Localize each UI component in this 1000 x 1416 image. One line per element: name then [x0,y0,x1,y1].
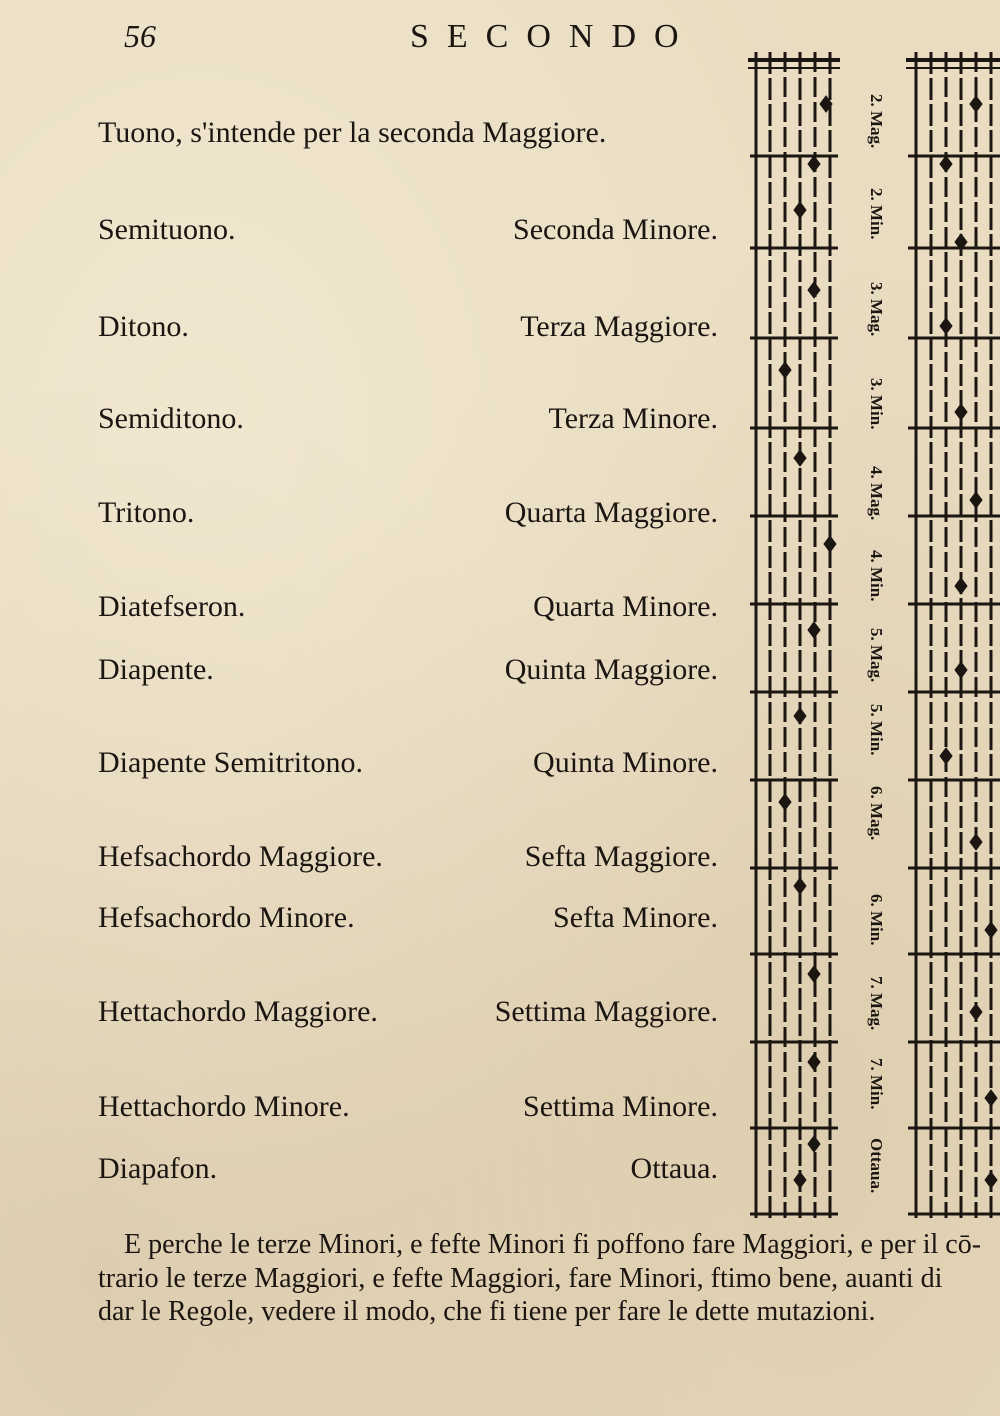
running-title: SECONDO [410,18,697,55]
row-6-right: Quinta Maggiore. [504,653,718,686]
row-12-left: Diapafon. [98,1152,218,1185]
row-3-right: Terza Minore. [548,402,718,435]
interval-label: 4. Min. [867,550,886,602]
row-7-left: Diapente Semitritono. [98,746,363,779]
interval-label: 7. Min. [867,1058,886,1110]
row-5-left: Diatefseron. [98,590,246,623]
row-1-left: Semituono. [98,213,236,246]
row-10-right: Settima Maggiore. [494,995,718,1028]
page-number: 56 [124,18,156,54]
interval-label: 5. Mag. [867,628,886,683]
interval-label: 5. Min. [867,704,886,756]
interval-label: 3. Mag. [867,282,886,337]
interval-label: 3. Min. [867,378,886,430]
row-7-right: Quinta Minore. [533,746,718,779]
row-8-left: Hefsachordo Maggiore. [98,840,383,873]
music-staff-right [906,48,1000,1223]
row-8-right: Sefta Maggiore. [524,840,718,873]
row-3-left: Semiditono. [98,402,244,435]
interval-label: 4. Mag. [867,466,886,521]
footer-paragraph [98,1228,988,1329]
intro-line: Tuono, s'intende per la seconda Maggiore. [98,116,607,149]
footer-line-3: dar le Regole, vedere il modo, che fi tiene per fare le dette mutazioni. [98,1296,876,1328]
row-6-left: Diapente. [98,653,214,686]
row-9-right: Sefta Minore. [553,901,718,934]
row-9-left: Hefsachordo Minore. [98,901,355,934]
row-11-left: Hettachordo Minore. [98,1090,350,1123]
interval-label: Ottaua. [867,1138,886,1194]
footer-line-1: E perche le terze Minori, e fefte Minori fi poffono fare Maggiori, e per il cō- [124,1229,982,1260]
interval-label: 2. Mag. [867,94,886,149]
row-5-right: Quarta Minore. [533,590,718,623]
row-10-left: Hettachordo Maggiore. [98,995,378,1028]
row-2-right: Terza Maggiore. [520,310,718,343]
row-12-right: Ottaua. [630,1152,718,1185]
row-4-right: Quarta Maggiore. [504,496,718,529]
interval-label: 7. Mag. [867,976,886,1031]
interval-label: 6. Min. [867,894,886,946]
interval-label: 2. Min. [867,188,886,240]
row-4-left: Tritono. [98,496,195,529]
interval-labels [866,48,890,1216]
row-11-right: Settima Minore. [523,1090,718,1123]
interval-label: 6. Mag. [867,786,886,841]
music-staff-left [748,48,840,1223]
footer-line-2: trario le terze Maggiori, e fefte Maggiori, fare Minori, ftimo bene, auanti di [98,1262,943,1294]
row-1-right: Seconda Minore. [513,213,718,246]
row-2-left: Ditono. [98,310,189,343]
